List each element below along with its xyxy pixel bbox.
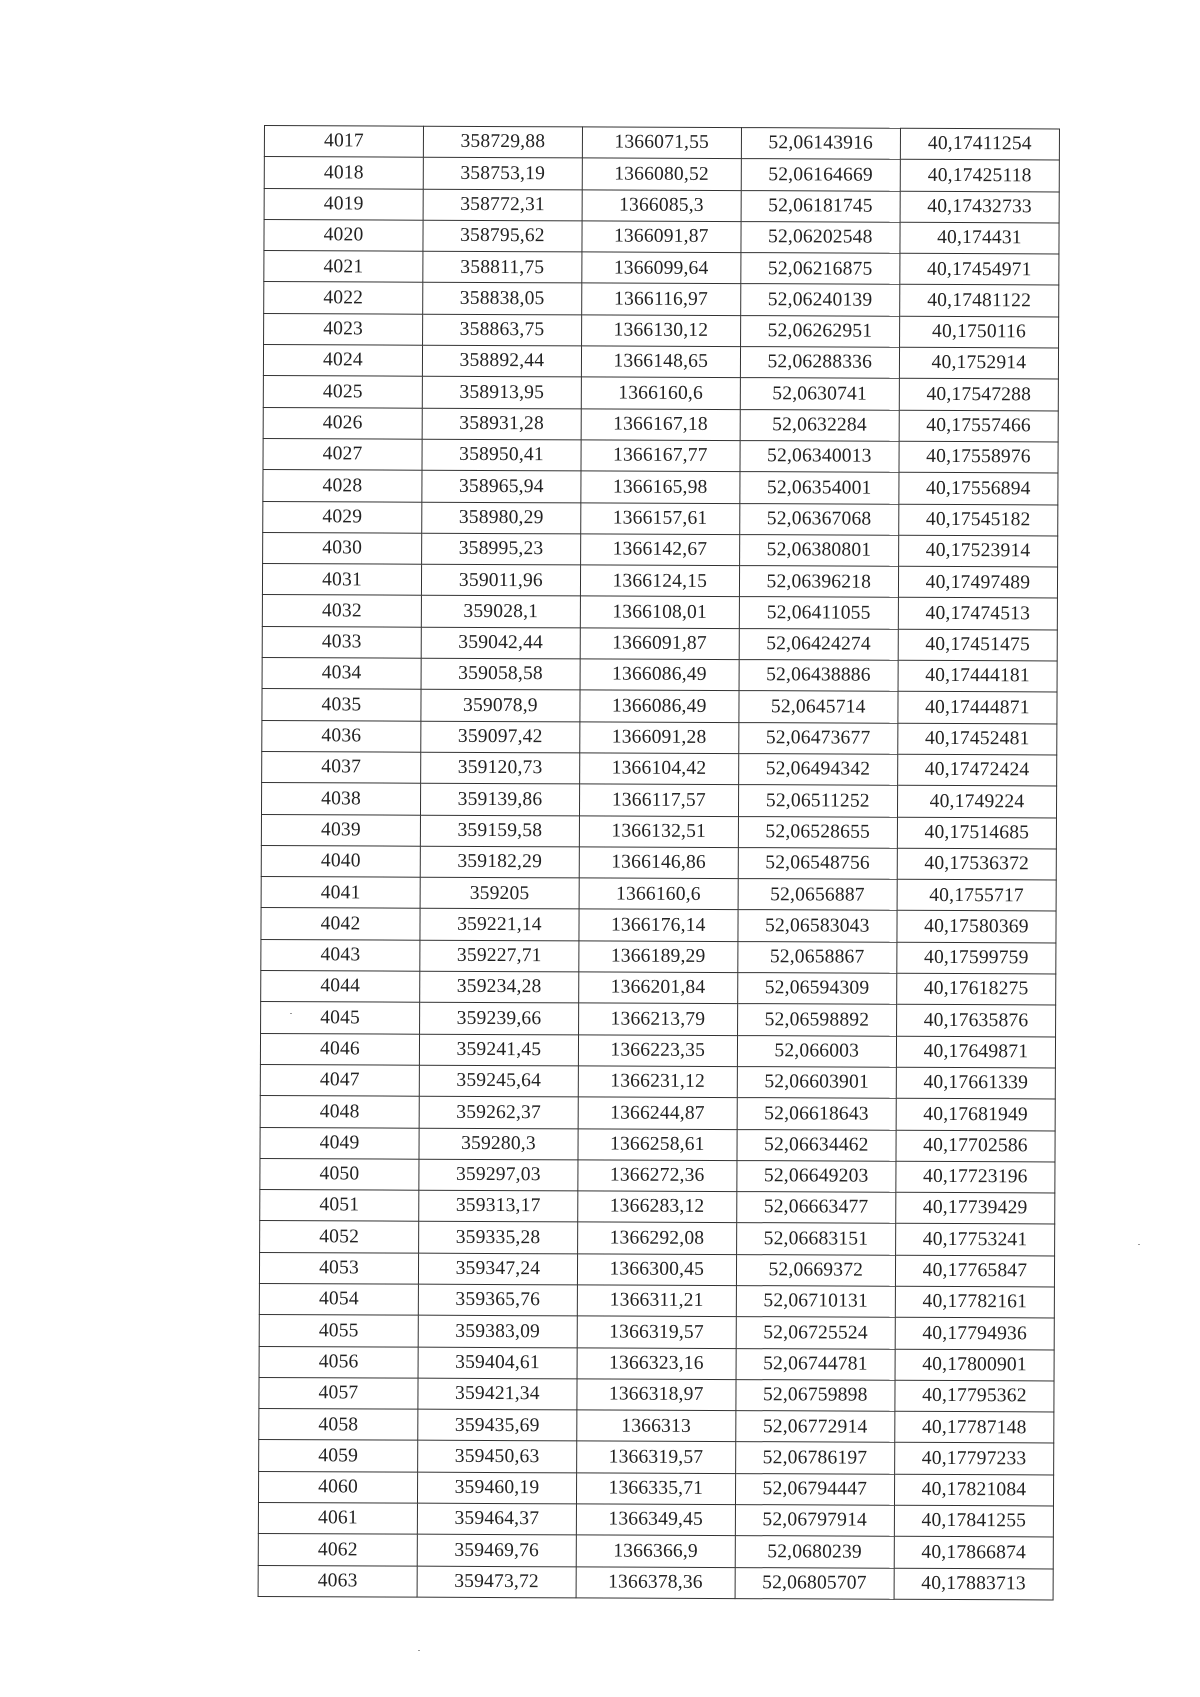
cell-point-number: 4020 xyxy=(264,219,423,251)
cell-point-number: 4031 xyxy=(262,564,421,596)
cell-point-number: 4037 xyxy=(262,751,421,783)
cell-x-coordinate: 359435,69 xyxy=(418,1409,577,1441)
cell-y-coordinate: 1366142,67 xyxy=(580,534,739,566)
cell-latitude: 52,06424274 xyxy=(739,628,898,660)
cell-latitude: 52,06143916 xyxy=(741,128,900,160)
table-row xyxy=(258,1503,1053,1538)
cell-y-coordinate: 1366311,21 xyxy=(577,1285,736,1317)
table-row xyxy=(259,1409,1054,1444)
cell-latitude: 52,06649203 xyxy=(737,1160,896,1192)
cell-x-coordinate: 359280,3 xyxy=(419,1128,578,1160)
cell-point-number: 4059 xyxy=(259,1440,418,1472)
table-row xyxy=(263,407,1058,442)
cell-y-coordinate: 1366148,65 xyxy=(581,346,740,378)
table-row xyxy=(258,1565,1053,1600)
table-row xyxy=(261,877,1056,912)
cell-x-coordinate: 359058,58 xyxy=(421,658,580,690)
cell-point-number: 4041 xyxy=(261,877,420,909)
scan-speck xyxy=(418,1650,420,1651)
cell-y-coordinate: 1366132,51 xyxy=(579,815,738,847)
cell-x-coordinate: 359262,37 xyxy=(419,1096,578,1128)
cell-y-coordinate: 1366086,49 xyxy=(580,659,739,691)
cell-point-number: 4063 xyxy=(258,1565,417,1597)
cell-point-number: 4039 xyxy=(261,814,420,846)
cell-point-number: 4028 xyxy=(263,470,422,502)
cell-point-number: 4030 xyxy=(263,532,422,564)
cell-longitude: 40,17411254 xyxy=(900,128,1059,160)
cell-y-coordinate: 1366165,98 xyxy=(581,471,740,503)
cell-x-coordinate: 359383,09 xyxy=(418,1315,577,1347)
cell-point-number: 4049 xyxy=(260,1127,419,1159)
cell-x-coordinate: 359241,45 xyxy=(419,1034,578,1066)
cell-point-number: 4055 xyxy=(259,1315,418,1347)
cell-x-coordinate: 359042,44 xyxy=(421,627,580,659)
table-row xyxy=(264,282,1059,317)
cell-y-coordinate: 1366283,12 xyxy=(578,1191,737,1223)
cell-longitude: 40,17661339 xyxy=(896,1067,1055,1099)
table-row xyxy=(264,188,1059,223)
cell-y-coordinate: 1366157,61 xyxy=(581,502,740,534)
cell-x-coordinate: 359028,1 xyxy=(421,596,580,628)
cell-y-coordinate: 1366258,61 xyxy=(578,1128,737,1160)
cell-point-number: 4029 xyxy=(263,501,422,533)
cell-latitude: 52,06683151 xyxy=(736,1223,895,1255)
cell-point-number: 4017 xyxy=(264,126,423,158)
cell-point-number: 4052 xyxy=(260,1221,419,1253)
cell-y-coordinate: 1366071,55 xyxy=(582,127,741,159)
cell-longitude: 40,17481122 xyxy=(900,285,1059,317)
cell-point-number: 4057 xyxy=(259,1377,418,1409)
cell-longitude: 40,17580369 xyxy=(897,911,1056,943)
cell-point-number: 4023 xyxy=(264,313,423,345)
cell-x-coordinate: 359421,34 xyxy=(418,1378,577,1410)
table-row xyxy=(263,345,1058,380)
cell-longitude: 40,17841255 xyxy=(894,1505,1053,1537)
cell-x-coordinate: 358772,31 xyxy=(423,189,582,221)
cell-latitude: 52,06710131 xyxy=(736,1286,895,1318)
cell-x-coordinate: 359347,24 xyxy=(418,1253,577,1285)
cell-y-coordinate: 1366085,3 xyxy=(582,189,741,221)
cell-x-coordinate: 359139,86 xyxy=(421,783,580,815)
cell-latitude: 52,06794447 xyxy=(735,1473,894,1505)
table-row xyxy=(260,1127,1055,1162)
cell-latitude: 52,06288336 xyxy=(740,347,899,379)
table-row xyxy=(259,1252,1054,1287)
cell-x-coordinate: 358838,05 xyxy=(423,283,582,315)
cell-y-coordinate: 1366189,29 xyxy=(579,941,738,973)
cell-point-number: 4036 xyxy=(262,720,421,752)
cell-longitude: 40,17474513 xyxy=(898,598,1057,630)
cell-latitude: 52,06367068 xyxy=(739,503,898,535)
cell-latitude: 52,0645714 xyxy=(739,691,898,723)
cell-longitude: 40,17797233 xyxy=(894,1443,1053,1475)
cell-latitude: 52,0669372 xyxy=(736,1254,895,1286)
cell-y-coordinate: 1366091,87 xyxy=(580,628,739,660)
cell-point-number: 4043 xyxy=(261,939,420,971)
cell-x-coordinate: 359234,28 xyxy=(420,971,579,1003)
cell-y-coordinate: 1366091,87 xyxy=(582,221,741,253)
cell-y-coordinate: 1366292,08 xyxy=(577,1222,736,1254)
cell-x-coordinate: 359097,42 xyxy=(421,721,580,753)
cell-y-coordinate: 1366116,97 xyxy=(581,283,740,315)
cell-x-coordinate: 359011,96 xyxy=(421,564,580,596)
cell-point-number: 4044 xyxy=(261,971,420,1003)
cell-x-coordinate: 359464,37 xyxy=(417,1503,576,1535)
cell-x-coordinate: 359239,66 xyxy=(420,1003,579,1035)
table-row xyxy=(262,595,1057,630)
coordinates-table xyxy=(258,125,1060,1600)
cell-x-coordinate: 359313,17 xyxy=(419,1190,578,1222)
cell-x-coordinate: 358729,88 xyxy=(423,126,582,158)
table-row xyxy=(258,1471,1053,1506)
cell-x-coordinate: 358980,29 xyxy=(422,502,581,534)
cell-x-coordinate: 358811,75 xyxy=(423,251,582,283)
cell-longitude: 40,17866874 xyxy=(894,1537,1053,1569)
cell-longitude: 40,17452481 xyxy=(898,723,1057,755)
cell-y-coordinate: 1366108,01 xyxy=(580,596,739,628)
cell-longitude: 40,17557466 xyxy=(899,410,1058,442)
cell-point-number: 4051 xyxy=(260,1190,419,1222)
cell-point-number: 4045 xyxy=(261,1002,420,1034)
cell-longitude: 40,17444181 xyxy=(898,660,1057,692)
table-row xyxy=(259,1315,1054,1350)
cell-y-coordinate: 1366117,57 xyxy=(579,784,738,816)
cell-latitude: 52,06805707 xyxy=(735,1567,894,1599)
cell-x-coordinate: 359245,64 xyxy=(419,1065,578,1097)
cell-longitude: 40,17497489 xyxy=(898,566,1057,598)
table-row xyxy=(260,1158,1055,1193)
cell-y-coordinate: 1366099,64 xyxy=(582,252,741,284)
table-row xyxy=(262,689,1057,724)
cell-longitude: 40,17702586 xyxy=(896,1130,1055,1162)
cell-longitude: 40,17523914 xyxy=(898,535,1057,567)
cell-longitude: 40,17472424 xyxy=(897,754,1056,786)
cell-x-coordinate: 359473,72 xyxy=(417,1566,576,1598)
cell-latitude: 52,0632284 xyxy=(740,409,899,441)
table-row xyxy=(261,783,1056,818)
cell-point-number: 4042 xyxy=(261,908,420,940)
cell-x-coordinate: 359365,76 xyxy=(418,1284,577,1316)
cell-longitude: 40,17681949 xyxy=(896,1098,1055,1130)
cell-longitude: 40,17649871 xyxy=(896,1036,1055,1068)
cell-longitude: 40,174431 xyxy=(900,222,1059,254)
cell-x-coordinate: 359221,14 xyxy=(420,909,579,941)
cell-longitude: 40,17514685 xyxy=(897,817,1056,849)
cell-point-number: 4027 xyxy=(263,438,422,470)
cell-latitude: 52,06411055 xyxy=(739,597,898,629)
cell-x-coordinate: 359335,28 xyxy=(419,1222,578,1254)
cell-x-coordinate: 359182,29 xyxy=(420,846,579,878)
cell-latitude: 52,0630741 xyxy=(740,378,899,410)
table-row xyxy=(260,1190,1055,1225)
cell-y-coordinate: 1366244,87 xyxy=(578,1097,737,1129)
table-row xyxy=(264,251,1059,286)
cell-point-number: 4024 xyxy=(263,345,422,377)
table-row xyxy=(260,1221,1055,1256)
cell-longitude: 40,17618275 xyxy=(897,973,1056,1005)
cell-longitude: 40,17454971 xyxy=(900,253,1059,285)
cell-latitude: 52,06598892 xyxy=(737,1004,896,1036)
cell-x-coordinate: 358965,94 xyxy=(422,470,581,502)
cell-latitude: 52,06380801 xyxy=(739,534,898,566)
cell-latitude: 52,06786197 xyxy=(735,1442,894,1474)
table-row xyxy=(261,939,1056,974)
cell-latitude: 52,06164669 xyxy=(741,159,900,191)
cell-longitude: 40,17599759 xyxy=(897,942,1056,974)
cell-longitude: 40,1750116 xyxy=(899,316,1058,348)
cell-latitude: 52,06494342 xyxy=(738,754,897,786)
table-row xyxy=(259,1346,1054,1381)
cell-longitude: 40,17753241 xyxy=(895,1224,1054,1256)
cell-x-coordinate: 359120,73 xyxy=(421,752,580,784)
cell-latitude: 52,06548756 xyxy=(738,847,897,879)
cell-longitude: 40,17723196 xyxy=(896,1161,1055,1193)
cell-longitude: 40,17451475 xyxy=(898,629,1057,661)
cell-point-number: 4040 xyxy=(261,845,420,877)
cell-y-coordinate: 1366104,42 xyxy=(579,753,738,785)
cell-longitude: 40,17787148 xyxy=(895,1411,1054,1443)
cell-y-coordinate: 1366130,12 xyxy=(581,315,740,347)
cell-y-coordinate: 1366167,77 xyxy=(581,440,740,472)
cell-y-coordinate: 1366319,57 xyxy=(576,1441,735,1473)
cell-y-coordinate: 1366323,16 xyxy=(577,1347,736,1379)
cell-latitude: 52,06354001 xyxy=(740,472,899,504)
cell-longitude: 40,17536372 xyxy=(897,848,1056,880)
cell-longitude: 40,17635876 xyxy=(896,1005,1055,1037)
cell-y-coordinate: 1366080,52 xyxy=(582,158,741,190)
cell-y-coordinate: 1366272,36 xyxy=(578,1160,737,1192)
cell-latitude: 52,066003 xyxy=(737,1035,896,1067)
cell-point-number: 4022 xyxy=(264,282,423,314)
cell-longitude: 40,1755717 xyxy=(897,879,1056,911)
cell-latitude: 52,06216875 xyxy=(741,253,900,285)
cell-point-number: 4034 xyxy=(262,658,421,690)
cell-point-number: 4018 xyxy=(264,157,423,189)
cell-y-coordinate: 1366086,49 xyxy=(580,690,739,722)
cell-y-coordinate: 1366231,12 xyxy=(578,1066,737,1098)
cell-longitude: 40,17547288 xyxy=(899,379,1058,411)
cell-longitude: 40,17425118 xyxy=(900,160,1059,192)
cell-latitude: 52,06396218 xyxy=(739,566,898,598)
cell-y-coordinate: 1366124,15 xyxy=(580,565,739,597)
cell-latitude: 52,06744781 xyxy=(736,1348,895,1380)
cell-latitude: 52,06594309 xyxy=(737,973,896,1005)
cell-longitude: 40,17765847 xyxy=(895,1255,1054,1287)
cell-point-number: 4053 xyxy=(259,1252,418,1284)
cell-latitude: 52,06528655 xyxy=(738,816,897,848)
table-row xyxy=(261,845,1056,880)
table-row xyxy=(261,971,1056,1006)
table-row xyxy=(264,157,1059,192)
cell-y-coordinate: 1366223,35 xyxy=(578,1034,737,1066)
cell-point-number: 4061 xyxy=(258,1503,417,1535)
table-row xyxy=(264,126,1059,161)
cell-point-number: 4021 xyxy=(264,251,423,283)
table-row xyxy=(261,814,1056,849)
cell-x-coordinate: 358931,28 xyxy=(422,408,581,440)
table-row xyxy=(260,1096,1055,1131)
cell-x-coordinate: 359205 xyxy=(420,877,579,909)
table-row xyxy=(259,1377,1054,1412)
table-row xyxy=(262,658,1057,693)
cell-latitude: 52,0658867 xyxy=(738,941,897,973)
cell-longitude: 40,17444871 xyxy=(898,692,1057,724)
table-row xyxy=(264,313,1059,348)
cell-point-number: 4026 xyxy=(263,407,422,439)
cell-x-coordinate: 359227,71 xyxy=(420,940,579,972)
cell-y-coordinate: 1366091,28 xyxy=(580,722,739,754)
cell-point-number: 4058 xyxy=(259,1409,418,1441)
cell-longitude: 40,17821084 xyxy=(894,1474,1053,1506)
cell-latitude: 52,06202548 xyxy=(741,221,900,253)
cell-longitude: 40,1749224 xyxy=(897,786,1056,818)
cell-y-coordinate: 1366318,97 xyxy=(577,1379,736,1411)
cell-x-coordinate: 359469,76 xyxy=(417,1535,576,1567)
cell-y-coordinate: 1366176,14 xyxy=(579,909,738,941)
table-row xyxy=(262,751,1057,786)
cell-latitude: 52,06438886 xyxy=(739,660,898,692)
cell-longitude: 40,17782161 xyxy=(895,1286,1054,1318)
cell-latitude: 52,0656887 xyxy=(738,879,897,911)
table-row xyxy=(262,626,1057,661)
table-row xyxy=(259,1440,1054,1475)
cell-longitude: 40,17558976 xyxy=(899,441,1058,473)
cell-y-coordinate: 1366146,86 xyxy=(579,847,738,879)
table-row xyxy=(260,1064,1055,1099)
cell-latitude: 52,06725524 xyxy=(736,1317,895,1349)
cell-point-number: 4062 xyxy=(258,1534,417,1566)
cell-y-coordinate: 1366300,45 xyxy=(577,1254,736,1286)
cell-point-number: 4046 xyxy=(260,1033,419,1065)
table-row xyxy=(264,219,1059,254)
cell-latitude: 52,06583043 xyxy=(738,910,897,942)
cell-longitude: 40,17556894 xyxy=(899,473,1058,505)
cell-longitude: 40,17883713 xyxy=(894,1568,1053,1600)
table-row xyxy=(261,908,1056,943)
cell-longitude: 40,1752914 xyxy=(899,347,1058,379)
cell-latitude: 52,06262951 xyxy=(740,315,899,347)
table-row xyxy=(263,376,1058,411)
cell-latitude: 52,0680239 xyxy=(735,1536,894,1568)
table-row xyxy=(258,1534,1053,1569)
cell-longitude: 40,17739429 xyxy=(896,1192,1055,1224)
cell-y-coordinate: 1366366,9 xyxy=(576,1535,735,1567)
cell-latitude: 52,06634462 xyxy=(737,1129,896,1161)
cell-x-coordinate: 359078,9 xyxy=(421,690,580,722)
cell-point-number: 4050 xyxy=(260,1158,419,1190)
cell-latitude: 52,06340013 xyxy=(740,441,899,473)
cell-latitude: 52,06618643 xyxy=(737,1098,896,1130)
cell-longitude: 40,17794936 xyxy=(895,1318,1054,1350)
coordinates-table-body xyxy=(258,126,1059,1600)
cell-point-number: 4035 xyxy=(262,689,421,721)
cell-y-coordinate: 1366201,84 xyxy=(578,972,737,1004)
cell-x-coordinate: 359450,63 xyxy=(418,1441,577,1473)
cell-x-coordinate: 358913,95 xyxy=(422,377,581,409)
cell-x-coordinate: 359297,03 xyxy=(419,1159,578,1191)
cell-y-coordinate: 1366167,18 xyxy=(581,409,740,441)
cell-point-number: 4019 xyxy=(264,188,423,220)
scan-speck xyxy=(1138,1244,1140,1245)
cell-point-number: 4048 xyxy=(260,1096,419,1128)
table-row xyxy=(261,1002,1056,1037)
cell-y-coordinate: 1366319,57 xyxy=(577,1316,736,1348)
cell-latitude: 52,06663477 xyxy=(736,1192,895,1224)
table-row xyxy=(262,564,1057,599)
cell-x-coordinate: 358892,44 xyxy=(422,345,581,377)
cell-x-coordinate: 358795,62 xyxy=(423,220,582,252)
cell-x-coordinate: 358995,23 xyxy=(422,533,581,565)
cell-latitude: 52,06181745 xyxy=(741,190,900,222)
cell-point-number: 4054 xyxy=(259,1283,418,1315)
cell-x-coordinate: 358863,75 xyxy=(423,314,582,346)
cell-latitude: 52,06473677 xyxy=(739,722,898,754)
cell-y-coordinate: 1366335,71 xyxy=(576,1473,735,1505)
cell-latitude: 52,06603901 xyxy=(737,1066,896,1098)
cell-latitude: 52,06240139 xyxy=(740,284,899,316)
cell-y-coordinate: 1366160,6 xyxy=(579,878,738,910)
cell-longitude: 40,17545182 xyxy=(899,504,1058,536)
cell-longitude: 40,17432733 xyxy=(900,191,1059,223)
cell-point-number: 4025 xyxy=(263,376,422,408)
table-row xyxy=(262,720,1057,755)
cell-x-coordinate: 359460,19 xyxy=(418,1472,577,1504)
table-row xyxy=(263,470,1058,505)
cell-latitude: 52,06511252 xyxy=(738,785,897,817)
cell-y-coordinate: 1366349,45 xyxy=(576,1504,735,1536)
table-row xyxy=(259,1283,1054,1318)
cell-y-coordinate: 1366160,6 xyxy=(581,377,740,409)
table-row xyxy=(263,501,1058,536)
cell-longitude: 40,17795362 xyxy=(895,1380,1054,1412)
cell-point-number: 4038 xyxy=(261,783,420,815)
cell-point-number: 4033 xyxy=(262,626,421,658)
cell-y-coordinate: 1366378,36 xyxy=(576,1567,735,1599)
cell-x-coordinate: 358753,19 xyxy=(423,157,582,189)
cell-point-number: 4056 xyxy=(259,1346,418,1378)
cell-latitude: 52,06759898 xyxy=(736,1379,895,1411)
cell-latitude: 52,06772914 xyxy=(736,1411,895,1443)
table-row xyxy=(263,532,1058,567)
table-row xyxy=(260,1033,1055,1068)
cell-longitude: 40,17800901 xyxy=(895,1349,1054,1381)
cell-point-number: 4047 xyxy=(260,1064,419,1096)
cell-x-coordinate: 359159,58 xyxy=(420,815,579,847)
cell-latitude: 52,06797914 xyxy=(735,1505,894,1537)
cell-y-coordinate: 1366313 xyxy=(577,1410,736,1442)
cell-y-coordinate: 1366213,79 xyxy=(578,1003,737,1035)
cell-x-coordinate: 359404,61 xyxy=(418,1347,577,1379)
scan-speck xyxy=(290,1013,292,1014)
table-row xyxy=(263,438,1058,473)
cell-x-coordinate: 358950,41 xyxy=(422,439,581,471)
cell-point-number: 4032 xyxy=(262,595,421,627)
cell-point-number: 4060 xyxy=(258,1471,417,1503)
